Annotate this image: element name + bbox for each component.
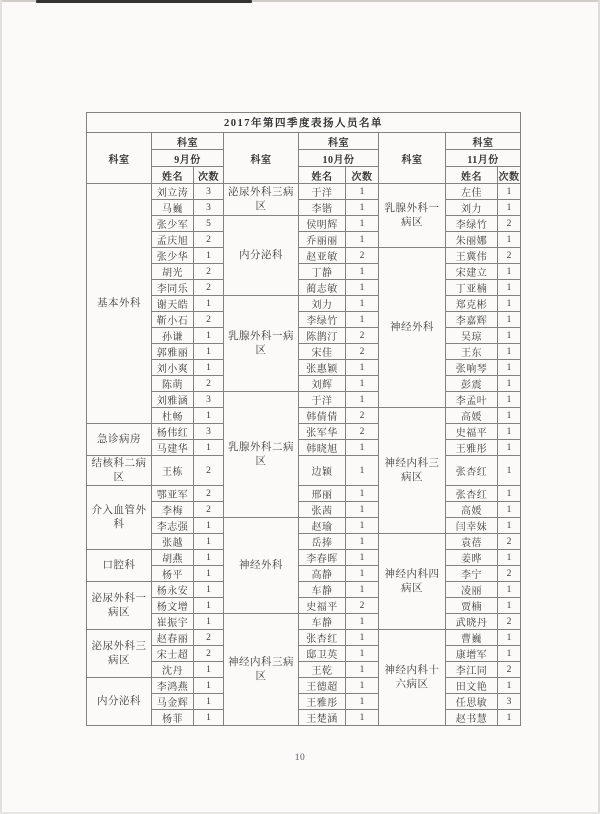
count-cell: 2 [498, 614, 521, 630]
count-cell: 1 [194, 296, 224, 312]
name-cell: 李梅 [152, 502, 194, 518]
department-cell: 泌尿外科三病区 [224, 184, 299, 216]
count-cell: 2 [498, 248, 521, 264]
name-cell: 张军华 [299, 424, 346, 440]
name-cell: 谢天皓 [152, 296, 194, 312]
name-cell: 邢丽 [299, 486, 346, 502]
header-dept-col7: 科室 [379, 133, 446, 184]
name-cell: 宋士超 [152, 646, 194, 662]
name-cell: 王楚涵 [299, 710, 346, 726]
name-cell: 张杏红 [446, 486, 498, 502]
count-cell: 2 [346, 344, 379, 360]
name-cell: 刘力 [299, 296, 346, 312]
count-cell: 2 [194, 456, 224, 486]
name-cell: 王冀伟 [446, 248, 498, 264]
count-cell: 1 [194, 678, 224, 694]
count-cell: 1 [498, 280, 521, 296]
department-cell: 神经内科十六病区 [379, 630, 446, 726]
name-cell: 刘小爽 [152, 360, 194, 376]
name-cell: 张少军 [152, 216, 194, 232]
name-cell: 于洋 [299, 184, 346, 200]
name-cell: 崔振宇 [152, 614, 194, 630]
name-cell: 曹巍 [446, 630, 498, 646]
header-dept-col4: 科室 [224, 133, 299, 184]
name-cell: 刘立涛 [152, 184, 194, 200]
table-row [87, 598, 521, 614]
count-cell: 1 [346, 694, 379, 710]
count-cell: 1 [498, 360, 521, 376]
count-cell: 1 [498, 550, 521, 566]
count-cell: 1 [498, 376, 521, 392]
table-row [87, 264, 521, 280]
name-cell: 张杏红 [446, 456, 498, 486]
name-cell: 姜晔 [446, 550, 498, 566]
count-cell: 1 [346, 534, 379, 550]
header-name-1: 姓名 [152, 167, 194, 184]
count-cell: 1 [498, 486, 521, 502]
count-cell: 1 [498, 582, 521, 598]
count-cell: 1 [194, 550, 224, 566]
count-cell: 1 [346, 264, 379, 280]
count-cell: 2 [498, 662, 521, 678]
name-cell: 李鸿燕 [152, 678, 194, 694]
header-name-2: 姓名 [299, 167, 346, 184]
name-cell: 杨平 [152, 566, 194, 582]
name-cell: 刘力 [446, 200, 498, 216]
name-cell: 孟庆旭 [152, 232, 194, 248]
name-cell: 杨永安 [152, 582, 194, 598]
table-row [87, 200, 521, 216]
name-cell: 车静 [299, 582, 346, 598]
count-cell: 1 [498, 328, 521, 344]
count-cell: 3 [194, 392, 224, 408]
table-row [87, 296, 521, 312]
scan-artifact-streak [36, 0, 252, 3]
name-cell: 马金辉 [152, 694, 194, 710]
count-cell: 1 [498, 312, 521, 328]
count-cell: 1 [346, 630, 379, 646]
count-cell: 1 [346, 232, 379, 248]
table-row [87, 360, 521, 376]
header-month-september: 9月份 [152, 150, 224, 167]
department-cell: 内分泌科 [224, 216, 299, 296]
department-cell: 急诊病房 [87, 424, 152, 456]
table-row [87, 424, 521, 440]
count-cell: 1 [346, 502, 379, 518]
count-cell: 3 [498, 694, 521, 710]
title-row [87, 113, 521, 133]
name-cell: 李锴 [299, 200, 346, 216]
name-cell: 袁蓓 [446, 534, 498, 550]
name-cell: 李志强 [152, 518, 194, 534]
table-row [87, 614, 521, 630]
count-cell: 1 [498, 392, 521, 408]
name-cell: 任思敏 [446, 694, 498, 710]
count-cell: 1 [346, 184, 379, 200]
count-cell: 1 [498, 184, 521, 200]
count-cell: 2 [346, 248, 379, 264]
name-cell: 李春晖 [299, 550, 346, 566]
count-cell: 1 [498, 296, 521, 312]
name-cell: 杨伟红 [152, 424, 194, 440]
count-cell: 2 [194, 280, 224, 296]
table-body [87, 184, 521, 726]
name-cell: 田文艳 [446, 678, 498, 694]
name-cell: 韩倩倩 [299, 408, 346, 424]
table-row [87, 710, 521, 726]
name-cell: 李孟叶 [446, 392, 498, 408]
name-cell: 张越 [152, 534, 194, 550]
department-cell: 泌尿外科一病区 [87, 582, 152, 630]
department-cell: 口腔科 [87, 550, 152, 582]
table-row [87, 456, 521, 486]
table-row [87, 678, 521, 694]
name-cell: 于洋 [299, 392, 346, 408]
count-cell: 1 [498, 408, 521, 424]
count-cell: 1 [498, 710, 521, 726]
count-cell: 1 [346, 280, 379, 296]
count-cell: 1 [498, 646, 521, 662]
name-cell: 李同乐 [152, 280, 194, 296]
header-dept-col1: 科室 [87, 133, 152, 184]
table-row [87, 630, 521, 646]
count-cell: 3 [194, 424, 224, 440]
name-cell: 王雅彤 [446, 440, 498, 456]
count-cell: 5 [194, 216, 224, 232]
count-cell: 1 [346, 376, 379, 392]
name-cell: 李绿竹 [446, 216, 498, 232]
table-row [87, 312, 521, 328]
count-cell: 1 [194, 598, 224, 614]
name-cell: 贾楠 [446, 598, 498, 614]
count-cell: 1 [346, 518, 379, 534]
table-row [87, 216, 521, 232]
count-cell: 1 [346, 360, 379, 376]
name-cell: 王乾 [299, 662, 346, 678]
table-row [87, 248, 521, 264]
count-cell: 1 [346, 296, 379, 312]
table-row [87, 392, 521, 408]
header-count-2: 次数 [346, 167, 379, 184]
count-cell: 1 [498, 630, 521, 646]
table-row [87, 694, 521, 710]
name-cell: 王栋 [152, 456, 194, 486]
name-cell: 张杏红 [299, 630, 346, 646]
name-cell: 丁静 [299, 264, 346, 280]
count-cell: 1 [346, 392, 379, 408]
count-cell: 2 [194, 264, 224, 280]
count-cell: 1 [194, 328, 224, 344]
name-cell: 沈丹 [152, 662, 194, 678]
count-cell: 2 [194, 232, 224, 248]
table-row [87, 486, 521, 502]
count-cell: 1 [346, 200, 379, 216]
header-dept-group1: 科室 [152, 133, 224, 150]
count-cell: 1 [346, 582, 379, 598]
table-row [87, 566, 521, 582]
table-row [87, 376, 521, 392]
name-cell: 郑克彬 [446, 296, 498, 312]
name-cell: 杜畅 [152, 408, 194, 424]
table-row [87, 518, 521, 534]
count-cell: 2 [194, 376, 224, 392]
count-cell: 1 [346, 614, 379, 630]
department-cell: 神经外科 [379, 248, 446, 408]
count-cell: 1 [346, 216, 379, 232]
table-row [87, 550, 521, 566]
name-cell: 乔丽丽 [299, 232, 346, 248]
name-cell: 蔺志敏 [299, 280, 346, 296]
name-cell: 张惠颖 [299, 360, 346, 376]
count-cell: 1 [194, 582, 224, 598]
count-cell: 1 [346, 550, 379, 566]
name-cell: 宋建立 [446, 264, 498, 280]
table-row [87, 662, 521, 678]
name-cell: 吴琼 [446, 328, 498, 344]
count-cell: 1 [346, 486, 379, 502]
count-cell: 1 [194, 710, 224, 726]
table-row [87, 232, 521, 248]
table-row [87, 408, 521, 424]
department-cell: 神经内科四病区 [379, 534, 446, 630]
count-cell: 1 [346, 312, 379, 328]
name-cell: 高媛 [446, 408, 498, 424]
count-cell: 2 [194, 502, 224, 518]
name-cell: 刘雅涵 [152, 392, 194, 408]
header-month-october: 10月份 [299, 150, 379, 167]
name-cell: 武晓丹 [446, 614, 498, 630]
table-row [87, 328, 521, 344]
count-cell: 1 [194, 248, 224, 264]
department-cell: 泌尿外科三病区 [87, 630, 152, 678]
name-cell: 赵书慧 [446, 710, 498, 726]
count-cell: 1 [194, 534, 224, 550]
count-cell: 1 [194, 614, 224, 630]
name-cell: 胡光 [152, 264, 194, 280]
count-cell: 2 [346, 424, 379, 440]
count-cell: 1 [194, 360, 224, 376]
table-row [87, 646, 521, 662]
name-cell: 丁亚楠 [446, 280, 498, 296]
name-cell: 李江同 [446, 662, 498, 678]
count-cell: 1 [498, 232, 521, 248]
name-cell: 张响琴 [446, 360, 498, 376]
name-cell: 岳捧 [299, 534, 346, 550]
count-cell: 1 [498, 678, 521, 694]
name-cell: 张少华 [152, 248, 194, 264]
department-cell: 乳腺外科二病区 [224, 392, 299, 518]
count-cell: 1 [498, 456, 521, 486]
count-cell: 1 [498, 598, 521, 614]
count-cell: 1 [346, 566, 379, 582]
name-cell: 马建华 [152, 440, 194, 456]
name-cell: 彭震 [446, 376, 498, 392]
department-cell: 介入血管外科 [87, 486, 152, 550]
commendation-table [86, 112, 521, 726]
count-cell: 1 [194, 344, 224, 360]
header-row-dept [87, 133, 521, 150]
name-cell: 凌丽 [446, 582, 498, 598]
count-cell: 1 [498, 518, 521, 534]
department-cell: 基本外科 [87, 184, 152, 424]
header-row-month [87, 150, 521, 167]
name-cell: 史福平 [299, 598, 346, 614]
name-cell: 赵瑜 [299, 518, 346, 534]
name-cell: 边颖 [299, 456, 346, 486]
department-cell: 结核科二病区 [87, 456, 152, 486]
table-row [87, 280, 521, 296]
count-cell: 3 [194, 200, 224, 216]
count-cell: 1 [498, 200, 521, 216]
name-cell: 左佳 [446, 184, 498, 200]
header-name-3: 姓名 [446, 167, 498, 184]
count-cell: 1 [194, 694, 224, 710]
header-month-november: 11月份 [446, 150, 521, 167]
table-row [87, 184, 521, 200]
name-cell: 侯明辉 [299, 216, 346, 232]
count-cell: 1 [194, 440, 224, 456]
name-cell: 马巍 [152, 200, 194, 216]
count-cell: 2 [346, 598, 379, 614]
name-cell: 史福平 [446, 424, 498, 440]
count-cell: 2 [346, 408, 379, 424]
count-cell: 1 [346, 440, 379, 456]
table-row [87, 440, 521, 456]
count-cell: 1 [498, 344, 521, 360]
name-cell: 朱丽娜 [446, 232, 498, 248]
name-cell: 李宁 [446, 566, 498, 582]
header-dept-group3: 科室 [446, 133, 521, 150]
department-cell: 神经内科三病区 [224, 614, 299, 726]
name-cell: 高媛 [446, 502, 498, 518]
count-cell: 1 [346, 710, 379, 726]
count-cell: 1 [498, 440, 521, 456]
name-cell: 王德超 [299, 678, 346, 694]
name-cell: 康增军 [446, 646, 498, 662]
count-cell: 1 [194, 408, 224, 424]
count-cell: 2 [498, 566, 521, 582]
department-cell: 神经外科 [224, 518, 299, 614]
name-cell: 宋佳 [299, 344, 346, 360]
name-cell: 鄂亚军 [152, 486, 194, 502]
name-cell: 李嘉辉 [446, 312, 498, 328]
count-cell: 1 [194, 566, 224, 582]
name-cell: 刘辉 [299, 376, 346, 392]
name-cell: 胡燕 [152, 550, 194, 566]
name-cell: 高静 [299, 566, 346, 582]
count-cell: 2 [194, 486, 224, 502]
table-row [87, 534, 521, 550]
count-cell: 1 [346, 456, 379, 486]
count-cell: 1 [346, 662, 379, 678]
count-cell: 1 [498, 424, 521, 440]
name-cell: 郭雅丽 [152, 344, 194, 360]
table-title: 2017年第四季度表扬人员名单 [87, 113, 521, 133]
count-cell: 1 [498, 502, 521, 518]
department-cell: 乳腺外科一病区 [224, 296, 299, 392]
department-cell: 神经内科三病区 [379, 408, 446, 534]
count-cell: 1 [498, 264, 521, 280]
name-cell: 杨文增 [152, 598, 194, 614]
count-cell: 3 [194, 184, 224, 200]
name-cell: 闫幸妹 [446, 518, 498, 534]
department-cell: 内分泌科 [87, 678, 152, 726]
name-cell: 王雅彤 [299, 694, 346, 710]
count-cell: 1 [194, 518, 224, 534]
name-cell: 李绿竹 [299, 312, 346, 328]
count-cell: 1 [346, 678, 379, 694]
name-cell: 陈萌 [152, 376, 194, 392]
table-row [87, 582, 521, 598]
count-cell: 1 [346, 646, 379, 662]
name-cell: 韩晓旭 [299, 440, 346, 456]
page-number: 10 [294, 753, 306, 763]
header-row-fields [87, 167, 521, 184]
count-cell: 2 [498, 216, 521, 232]
scan-edge-left [0, 0, 2, 814]
table-row [87, 502, 521, 518]
count-cell: 1 [194, 662, 224, 678]
name-cell: 靳小石 [152, 312, 194, 328]
name-cell: 陈鹊汀 [299, 328, 346, 344]
header-dept-group2: 科室 [299, 133, 379, 150]
name-cell: 张茜 [299, 502, 346, 518]
name-cell: 赵春丽 [152, 630, 194, 646]
table-row [87, 344, 521, 360]
count-cell: 2 [194, 312, 224, 328]
count-cell: 2 [194, 646, 224, 662]
name-cell: 杨菲 [152, 710, 194, 726]
name-cell: 赵亚敏 [299, 248, 346, 264]
name-cell: 王东 [446, 344, 498, 360]
header-count-1: 次数 [194, 167, 224, 184]
count-cell: 2 [346, 328, 379, 344]
count-cell: 2 [194, 630, 224, 646]
count-cell: 2 [498, 534, 521, 550]
header-count-3: 次数 [498, 167, 521, 184]
name-cell: 邸卫英 [299, 646, 346, 662]
name-cell: 孙谦 [152, 328, 194, 344]
name-cell: 车静 [299, 614, 346, 630]
department-cell: 乳腺外科一病区 [379, 184, 446, 248]
